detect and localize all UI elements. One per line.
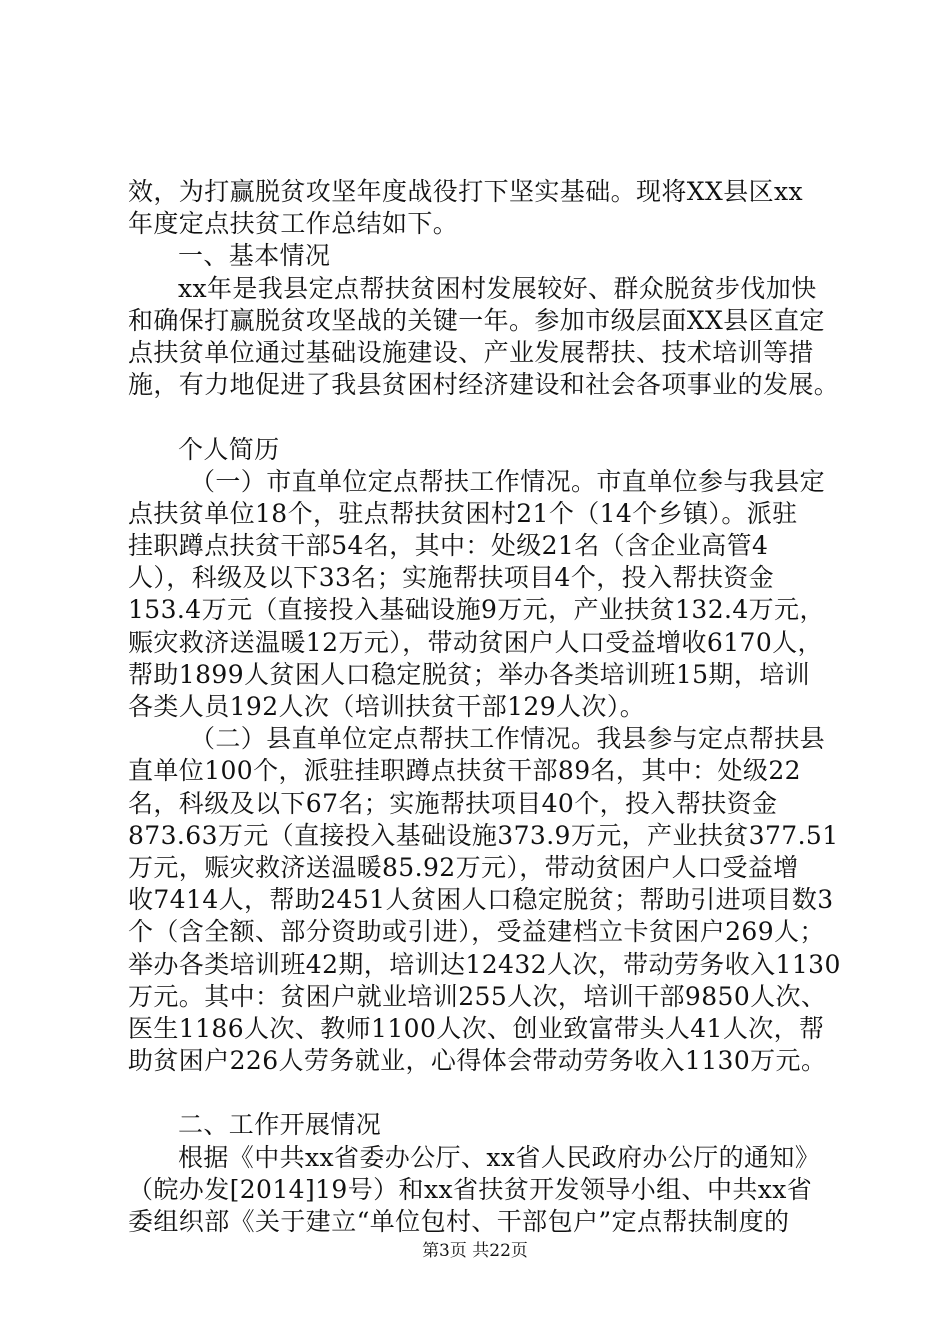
paragraph-line: 万元，赈灾救济送温暖85.92万元），带动贫困户人口受益增 (128, 852, 799, 882)
paragraph-line: 153.4万元（直接投入基础设施9万元，产业扶贫132.4万元， (128, 595, 825, 625)
paragraph-line: 效，为打赢脱贫攻坚年度战役打下坚实基础。现将XX县区xx (128, 177, 803, 206)
paragraph-line: 个（含全额、部分资助或引进），受益建档立卡贫困户269人； (128, 917, 825, 947)
paragraph-line: 点扶贫单位18个，驻点帮扶贫困村21个（14个乡镇）。派驻 (128, 498, 798, 528)
paragraph-line: 收7414人，帮助2451人贫困人口稳定脱贫；帮助引进项目数3 (128, 885, 834, 915)
paragraph-line: 年度定点扶贫工作总结如下。 (128, 209, 459, 239)
paragraph-line: 举办各类培训班42期，培训达12432人次，带动劳务收入1130 (128, 949, 841, 979)
paragraph-line: xx年是我县定点帮扶贫困村发展较好、群众脱贫步伐加快 (178, 273, 817, 303)
page-footer: 第3页 共22页 (422, 1241, 528, 1261)
section-heading: 一、基本情况 (178, 241, 331, 271)
paragraph-line: 直单位100个，派驻挂职蹲点扶贫干部89名，其中：处级22 (128, 756, 801, 786)
paragraph-line: 委组织部《关于建立“单位包村、干部包户”定点帮扶制度的 (128, 1207, 790, 1236)
paragraph-line: 根据《中共xx省委办公厅、xx省人民政府办公厅的通知》 (178, 1142, 821, 1172)
document-body (128, 176, 840, 1238)
paragraph-line: 点扶贫单位通过基础设施建设、产业发展帮扶、技术培训等措 (128, 337, 814, 367)
section-heading: 个人简历 (178, 434, 280, 464)
paragraph-line: （一）市直单位定点帮扶工作情况。市直单位参与我县定 (190, 466, 826, 496)
section-heading: 二、工作开展情况 (178, 1110, 382, 1140)
paragraph-line: （二）县直单位定点帮扶工作情况。我县参与定点帮扶县 (190, 724, 826, 754)
paragraph-line: 挂职蹲点扶贫干部54名，其中：处级21名（含企业高管4 (128, 531, 769, 561)
paragraph-line: 名，科级及以下67名；实施帮扶项目40个，投入帮扶资金 (128, 788, 778, 818)
paragraph-line: 万元。其中：贫困户就业培训255人次，培训干部9850人次、 (128, 981, 827, 1011)
paragraph-line: 873.63万元（直接投入基础设施373.9万元，产业扶贫377.51 (128, 820, 839, 850)
paragraph-line: 助贫困户226人劳务就业，心得体会带动劳务收入1130万元。 (128, 1046, 827, 1076)
paragraph-line: 帮助1899人贫困人口稳定脱贫；举办各类培训班15期，培训 (128, 659, 811, 689)
paragraph-line: （皖办发[2014]19号）和xx省扶贫开发领导小组、中共xx省 (128, 1174, 813, 1204)
blank-line (128, 401, 840, 433)
blank-line (128, 1077, 840, 1109)
paragraph-line: 和确保打赢脱贫攻坚战的关键一年。参加市级层面XX县区直定 (128, 305, 825, 335)
paragraph-line: 施，有力地促进了我县贫困村经济建设和社会各项事业的发展。 (128, 370, 840, 400)
paragraph-line: 各类人员192人次（培训扶贫干部129人次）。 (128, 692, 646, 721)
paragraph-line: 赈灾救济送温暖12万元），带动贫困户人口受益增收6170人， (128, 627, 823, 657)
paragraph-line: 人），科级及以下33名；实施帮扶项目4个，投入帮扶资金 (128, 563, 775, 593)
paragraph-line: 医生1186人次、教师1100人次、创业致富带头人41人次，帮 (128, 1013, 825, 1043)
